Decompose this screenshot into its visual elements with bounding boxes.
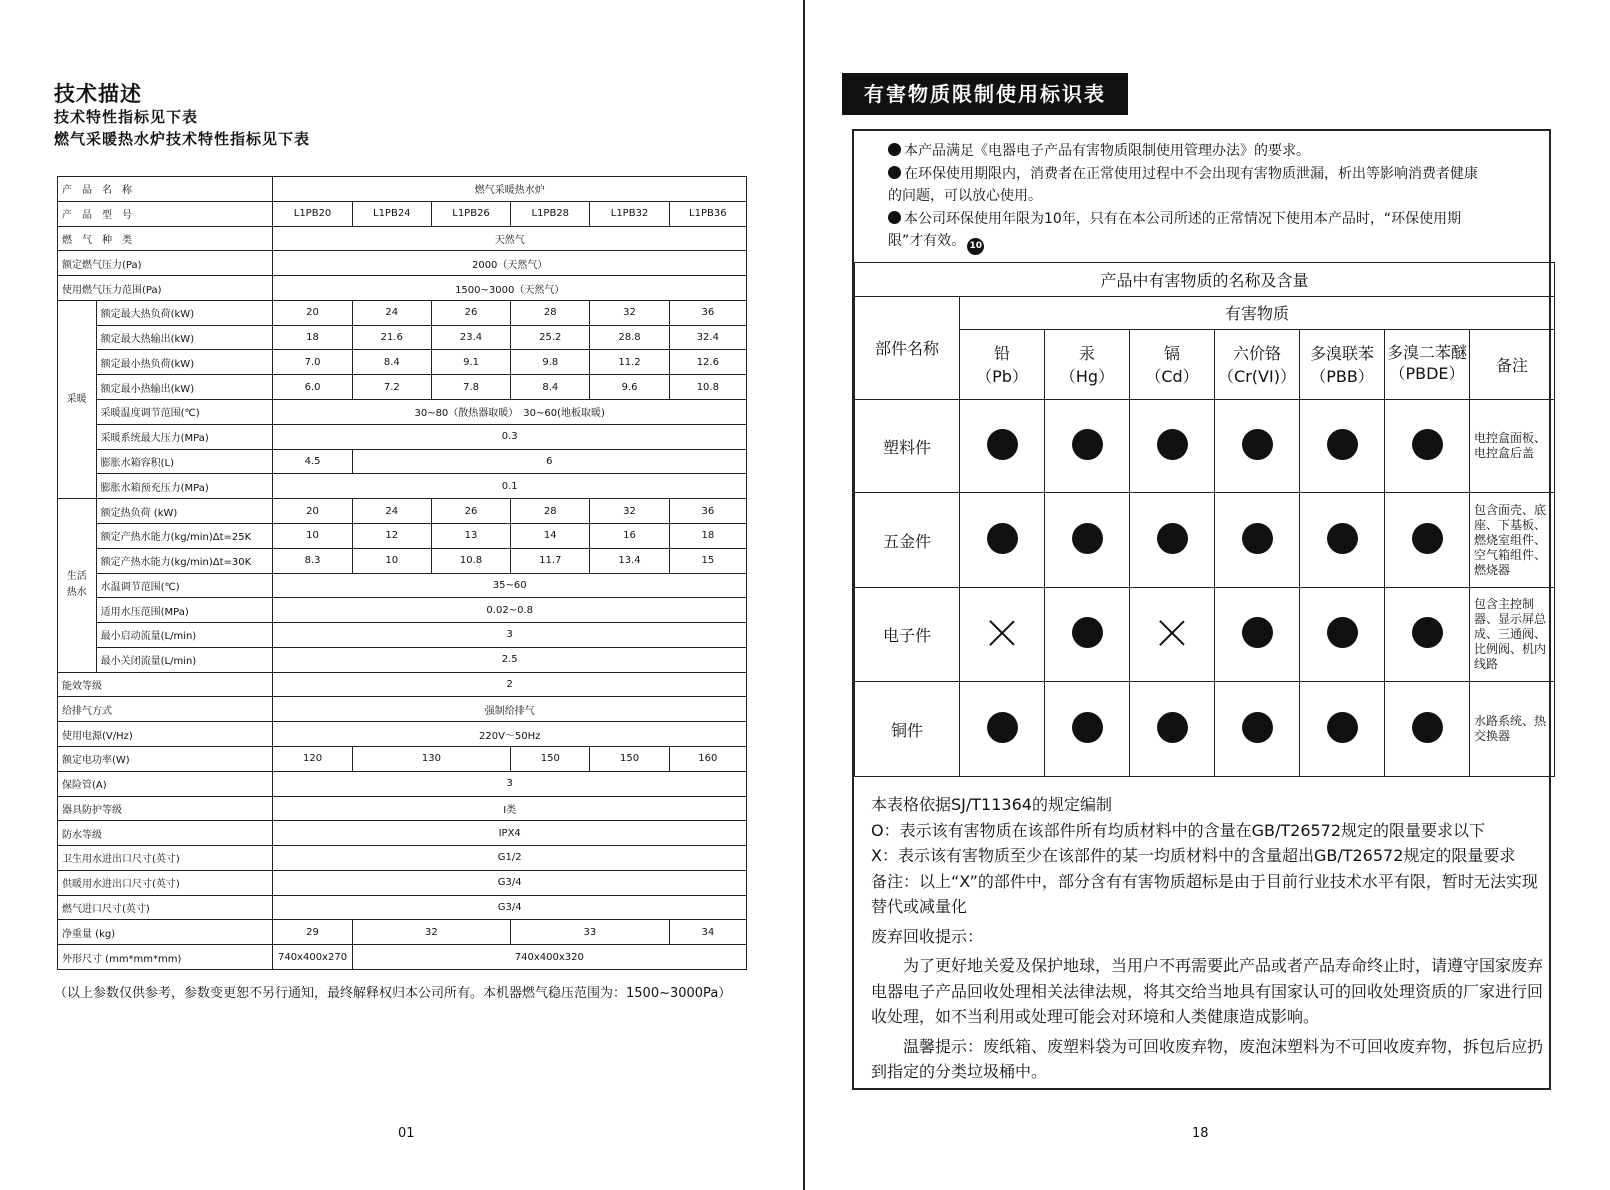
- compliant-dot-icon: [1157, 429, 1188, 460]
- table-row: 额定燃气压力(Pa) 2000（天然气）: [58, 251, 747, 276]
- disclaimer-note: （以上参数仅供参考，参数变更恕不另行通知，最终解释权归本公司所有。本机器燃气稳压范围为：1500~3000Pa）: [54, 986, 732, 1001]
- compliant-dot-icon: [1412, 523, 1443, 554]
- eco-period-mark-icon: 10: [967, 238, 984, 255]
- part-header: 部件名称: [855, 296, 960, 399]
- table-row: 生活热水 额定热负荷 (kW) 20 24 26 28 32 36: [58, 499, 747, 524]
- page-number-right: 18: [1192, 1126, 1209, 1141]
- table-row: 额定电功率(W) 120 130 150 150 160: [58, 746, 747, 771]
- compliant-dot-icon: [1242, 712, 1273, 743]
- table-row: 铅 （Pb） 汞 （Hg） 镉 （Cd） 六价铬 （Cr(VI)） 多溴联苯 （PBB） 多溴二苯醚 （PBDE） 备注: [855, 330, 1555, 399]
- compliant-dot-icon: [987, 429, 1018, 460]
- page-divider: [803, 0, 805, 1190]
- table-row: 卫生用水进出口尺寸(英寸) G1/2: [58, 846, 747, 871]
- compliant-dot-icon: [987, 712, 1018, 743]
- table-row: 给排气方式 强制给排气: [58, 697, 747, 722]
- compliant-dot-icon: [1242, 617, 1273, 648]
- x-description: X：表示该有害物质至少在该部件的某一均质材料中的含量超出GB/T26572规定的限量要求: [871, 846, 1516, 865]
- table-row: 使用燃气压力范围(Pa) 1500~3000（天然气）: [58, 276, 747, 301]
- table-row: 能效等级 2: [58, 672, 747, 697]
- remark-text: 备注：以上“X”的部件中，部分含有有害物质超标是由于目前行业技术水平有限，暂时无法实现替代或减量化: [871, 871, 1538, 916]
- statement-item: 本产品满足《电器电子产品有害物质限制使用管理办法》的要求。: [888, 140, 1488, 163]
- table-row: 额定最小热输出(kW) 6.0 7.2 7.8 8.4 9.6 10.8: [58, 375, 747, 400]
- remark-header: 备注: [1470, 330, 1555, 399]
- exceed-cross-icon: [1158, 619, 1186, 647]
- table-caption: 产品中有害物质的名称及含量: [855, 263, 1555, 297]
- statement-item: 本公司环保使用年限为10年，只有在本公司所述的正常情况下使用本产品时，“环保使用期限”才有效。 10: [888, 208, 1488, 256]
- recycle-text: 为了更好地关爱及保护地球，当用户不再需要此产品或者产品寿命终止时，请遵守国家废弃电器电子产品回收处理相关法律法规，将其交给当地具有国家认可的回收处理资质的厂家进行回收处理，如不当利用或处理可能会对环境和人类健康造成影响。: [871, 956, 1544, 1026]
- table-row: 额定产热水能力(kg/min)Δt=25K 10 12 13 14 16 18: [58, 523, 747, 548]
- table-row: 防水等级 IPX4: [58, 821, 747, 846]
- hot-water-group-label: 生活热水: [58, 499, 97, 672]
- part-name: 五金件: [855, 493, 960, 588]
- compliant-dot-icon: [1157, 712, 1188, 743]
- compliant-dot-icon: [1157, 523, 1188, 554]
- compliant-dot-icon: [1327, 712, 1358, 743]
- table-row: [855, 399, 1555, 493]
- table-row: 最小关闭流量(L/min) 2.5: [58, 647, 747, 672]
- table-row: 供暖用水进出口尺寸(英寸) G3/4: [58, 870, 747, 895]
- table-row: [855, 588, 1555, 682]
- part-remark: 电控盒面板、电控盒后盖: [1470, 399, 1555, 493]
- compliant-dot-icon: [987, 523, 1018, 554]
- part-name: 电子件: [855, 588, 960, 682]
- table-row: 外形尺寸 (mm*mm*mm) 740x400x270 740x400x320: [58, 945, 747, 970]
- table-row: 额定最小热负荷(kW) 7.0 8.4 9.1 9.8 11.2 12.6: [58, 350, 747, 375]
- page-number-left: 01: [398, 1126, 415, 1141]
- compliant-dot-icon: [1072, 617, 1103, 648]
- compliant-dot-icon: [1327, 523, 1358, 554]
- table-row: 额定产热水能力(kg/min)Δt=30K 8.3 10 10.8 11.7 13.4 15: [58, 548, 747, 573]
- o-description: O：表示该有害物质在该部件所有均质材料中的含量在GB/T26572规定的限量要求以下: [871, 820, 1486, 840]
- statement-item: 在环保使用期限内，消费者在正常使用过程中不会出现有害物质泄漏，析出等影响消费者健康的问题，可以放心使用。: [888, 165, 1478, 204]
- table-row: 产 品 名 称 燃气采暖热水炉: [58, 177, 747, 202]
- tip-text: 温馨提示：废纸箱、废塑料袋为可回收废弃物，废泡沫塑料为不可回收废弃物，拆包后应扔到指定的分类垃圾桶中。: [871, 1036, 1544, 1081]
- table-row: [855, 296, 1555, 330]
- section-subtitle: 技术特性指标见下表: [54, 108, 199, 126]
- recycle-title: 废弃回收提示：: [871, 926, 984, 946]
- table-row: 最小启动流量(L/min) 3: [58, 623, 747, 648]
- table-row: [855, 493, 1555, 588]
- hazard-title: 有害物质限制使用标识表: [842, 73, 1128, 115]
- table-row: 采暖 额定最大热负荷(kW) 20 24 26 28 32 36: [58, 300, 747, 325]
- compliant-dot-icon: [1412, 712, 1443, 743]
- exceed-cross-icon: [988, 619, 1016, 647]
- table-row: 燃 气 种 类 天然气: [58, 226, 747, 251]
- statement-list: [888, 140, 1488, 255]
- table-row: 膨胀水箱容积(L) 4.5 6: [58, 449, 747, 474]
- part-remark: 包含面壳、底座、下基板、燃烧室组件、空气箱组件、燃烧器: [1470, 493, 1555, 588]
- table-row: 适用水压范围(MPa) 0.02~0.8: [58, 598, 747, 623]
- table-row: 膨胀水箱预充压力(MPa) 0.1: [58, 474, 747, 499]
- basis-text: 本表格依据SJ/T11364的规定编制: [871, 795, 1112, 814]
- section-subtitle-2: 燃气采暖热水炉技术特性指标见下表: [54, 130, 311, 148]
- table-row: 燃气进口尺寸(英寸) G3/4: [58, 895, 747, 920]
- table-row: [855, 263, 1555, 297]
- table-row: 采暖温度调节范围(℃) 30~80（散热器取暖） 30~60(地板取暖): [58, 400, 747, 425]
- table-row: 净重量 (kg) 29 32 33 34: [58, 920, 747, 945]
- bullet-dot-icon: [888, 143, 901, 156]
- compliant-dot-icon: [1072, 429, 1103, 460]
- part-name: 塑料件: [855, 399, 960, 493]
- explanation-text: [871, 792, 1543, 1085]
- table-row: 采暖系统最大压力(MPa) 0.3: [58, 424, 747, 449]
- part-remark: 水路系统、热交换器: [1470, 682, 1555, 777]
- compliant-dot-icon: [1327, 429, 1358, 460]
- compliant-dot-icon: [1072, 712, 1103, 743]
- part-name: 铜件: [855, 682, 960, 777]
- substance-header: 有害物质: [960, 296, 1555, 330]
- table-row: [855, 682, 1555, 777]
- table-row: 水温调节范围(℃) 35~60: [58, 573, 747, 598]
- hazard-table: [854, 262, 1555, 777]
- compliant-dot-icon: [1242, 429, 1273, 460]
- section-title: 技术描述: [54, 82, 142, 106]
- table-row: 使用电源(V/Hz) 220V～50Hz: [58, 722, 747, 747]
- compliant-dot-icon: [1412, 429, 1443, 460]
- table-row: 保险管(A) 3: [58, 771, 747, 796]
- spec-table: [57, 176, 747, 970]
- bullet-dot-icon: [888, 211, 901, 224]
- part-remark: 包含主控制器、显示屏总成、三通阀、比例阀、机内线路: [1470, 588, 1555, 682]
- compliant-dot-icon: [1327, 617, 1358, 648]
- heating-group-label: 采暖: [58, 300, 97, 498]
- table-row: 额定最大热输出(kW) 18 21.6 23.4 25.2 28.8 32.4: [58, 325, 747, 350]
- table-row: 器具防护等级 I类: [58, 796, 747, 821]
- compliant-dot-icon: [1072, 523, 1103, 554]
- table-row: 产 品 型 号 L1PB20 L1PB24 L1PB26 L1PB28 L1PB32 L1PB36: [58, 201, 747, 226]
- compliant-dot-icon: [1412, 617, 1443, 648]
- compliant-dot-icon: [1242, 523, 1273, 554]
- bullet-dot-icon: [888, 166, 901, 179]
